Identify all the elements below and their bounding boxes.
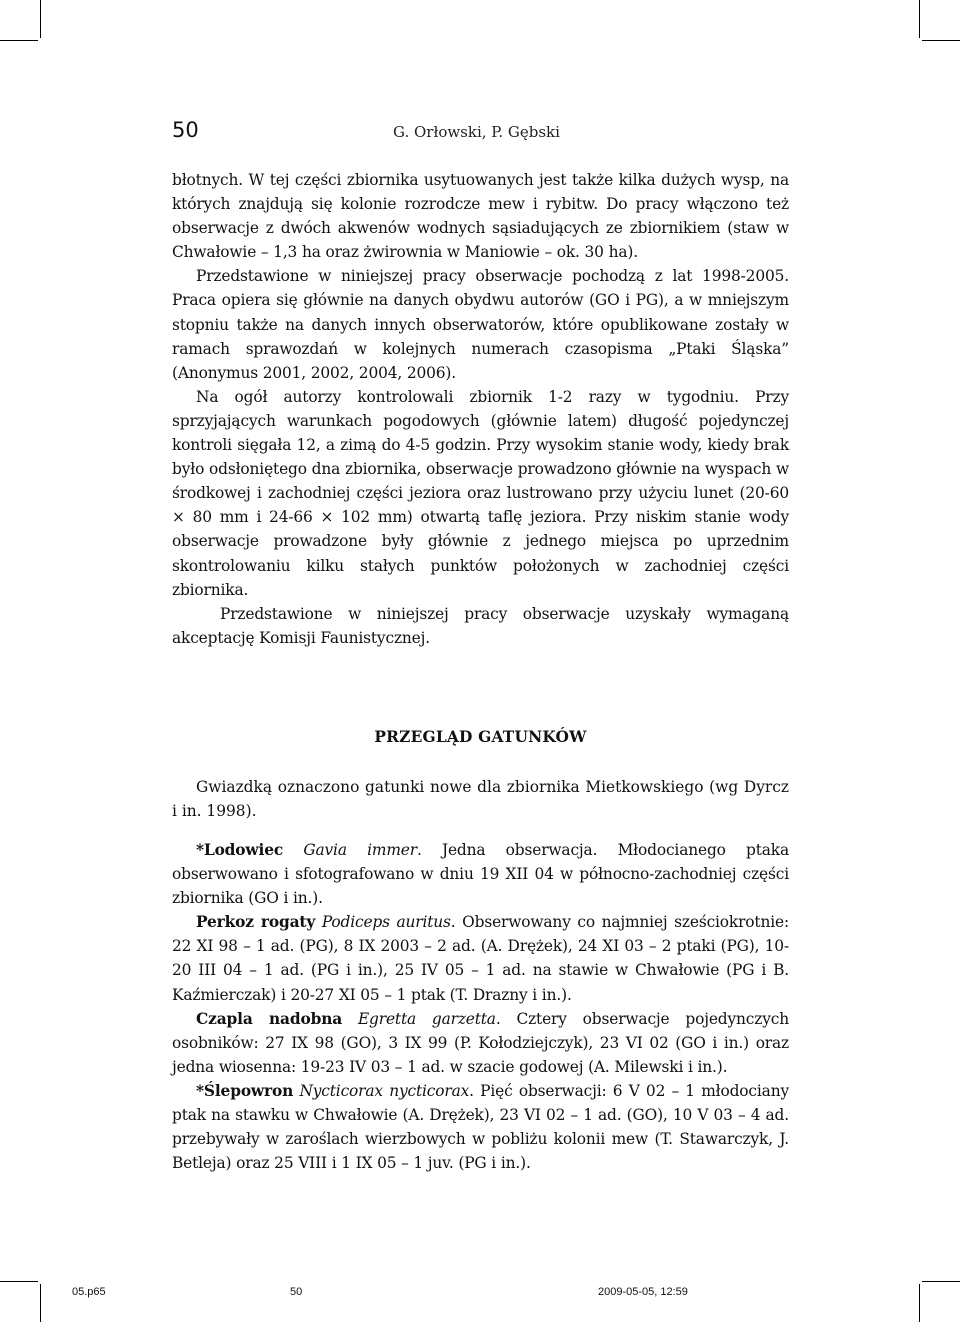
- crop-mark-top-left-h: [0, 40, 38, 41]
- footer-page-number: 50: [290, 1286, 303, 1298]
- species-latin-name: Nycticorax nycticorax: [299, 1081, 470, 1100]
- species-list: [172, 838, 789, 1175]
- crop-mark-top-left-v: [40, 0, 41, 38]
- species-description: . Cztery obserwacje pojedynczych osobników: 27 IX 98 (GO), 3 IX 99 (P. Kołodziejczyk), 23 VI 02 (GO i in.) oraz jedna wiosenna: 19-23 IV 03 – 1 ad. w szacie godowej (A. Milewski i in.).: [172, 1009, 789, 1076]
- species-entry: [172, 1079, 789, 1175]
- species-name: *Ślepowron: [196, 1081, 294, 1100]
- running-head-authors: G. Orłowski, P. Gębski: [393, 123, 560, 141]
- species-description: . Jedna obserwacja. Młodocianego ptaka obserwowano i sfotografowano w dniu 19 XII 04 w północno-zachodniej części zbiornika (GO i in.).: [172, 841, 789, 908]
- paragraph-3: Na ogół autorzy kontrolowali zbiornik 1-2 razy w tygodniu. Przy sprzyjających warunkach pogodowych (głównie latem) długość pojedynczej kontroli sięgała 12, a zimą do 4-5 godzin. Przy wysokim stanie wody, kiedy brak było odsłoniętego dna zbiornika, obserwacje prowadzono głównie na wyspach w środkowej i zachodniej części jeziora oraz lustrowano przy użyciu lunet (20-60 × 80 mm i 24-66 × 102 mm) otwartą taflę jeziora. Przy niskim stanie wody obserwacje prowadzone były głównie z jednego miejsca po uprzednim skontrolowaniu kilku stałych punktów położonych w zachodniej części zbiornika.: [172, 387, 789, 599]
- species-latin-name: Gavia immer: [303, 841, 417, 859]
- paragraph-4: Przedstawione w niniejszej pracy obserwacje uzyskały wymaganą akceptację Komisji Faunistycznej.: [172, 604, 789, 647]
- page-header: [172, 118, 792, 148]
- section-heading: PRZEGLĄD GATUNKÓW: [374, 728, 587, 746]
- footer-timestamp: 2009-05-05, 12:59: [598, 1286, 688, 1298]
- crop-mark-top-right-v: [919, 0, 920, 38]
- paragraph-1: błotnych. W tej części zbiornika usytuowanych jest także kilka dużych wysp, na których znajdują się kolonie rozrodcze mew i rybitw. Do pracy włączono też obserwacje z dwóch akwenów wodnych sąsiadujących ze zbiornikiem (staw w Chwałowie – 1,3 ha oraz żwirownia w Maniowie – ok. 30 ha).: [172, 171, 789, 262]
- species-entry: [172, 838, 789, 910]
- section-intro-text: Gwiazdką oznaczono gatunki nowe dla zbiornika Mietkowskiego (wg Dyrcz i in. 1998).: [172, 778, 789, 821]
- crop-mark-bottom-right-h: [922, 1281, 960, 1282]
- species-description: . Obserwowany co najmniej sześciokrotnie: 22 XI 98 – 1 ad. (PG), 8 IX 2003 – 2 ad. (A. Drężek), 24 XI 03 – 2 ptaki (PG), 10-20 III 04 – 1 ad. (PG i in.), 25 IV 05 – 1 ad. na stawie w Chwałowie (PG i B. Kaźmierczak) i 20-27 XI 05 – 1 ptak (T. Drazny i in.).: [172, 913, 789, 1004]
- species-name: Perkoz rogaty: [196, 913, 316, 932]
- species-description: . Pięć obserwacji: 6 V 02 – 1 młodociany ptak na stawku w Chwałowie (A. Drężek), 23 VI 02 – 1 ad. (GO), 10 V 03 – 4 ad. przebywały w zaroślach wierzbowych w pobliżu kolonii mew (T. Stawarczyk, J. Betleja) oraz 25 VIII i 1 IX 05 – 1 juv. (PG i in.).: [172, 1081, 790, 1173]
- paragraph-2: Przedstawione w niniejszej pracy obserwacje pochodzą z lat 1998-2005. Praca opiera się głównie na danych obydwu autorów (GO i PG), a w mniejszym stopniu także na danych innych obserwatorów, które opublikowane zostały w ramach sprawozdań w kolejnych numerach czasopisma „Ptaki Śląska” (Anonymus 2001, 2002, 2004, 2006).: [172, 267, 789, 382]
- crop-mark-bottom-left-h: [0, 1281, 38, 1282]
- page-number: 50: [172, 118, 199, 142]
- species-name: Czapla nadobna: [196, 1009, 343, 1028]
- species-name: *Lodowiec: [196, 841, 284, 859]
- species-entry: [172, 910, 789, 1006]
- species-entry: [172, 1007, 789, 1079]
- crop-mark-top-right-h: [922, 40, 960, 41]
- body-text: [172, 168, 789, 650]
- footer-file-name: 05.p65: [72, 1286, 106, 1298]
- section-intro: [172, 775, 789, 823]
- species-latin-name: Egretta garzetta: [357, 1009, 496, 1028]
- print-footer: [0, 1286, 960, 1306]
- species-latin-name: Podiceps auritus: [321, 913, 451, 932]
